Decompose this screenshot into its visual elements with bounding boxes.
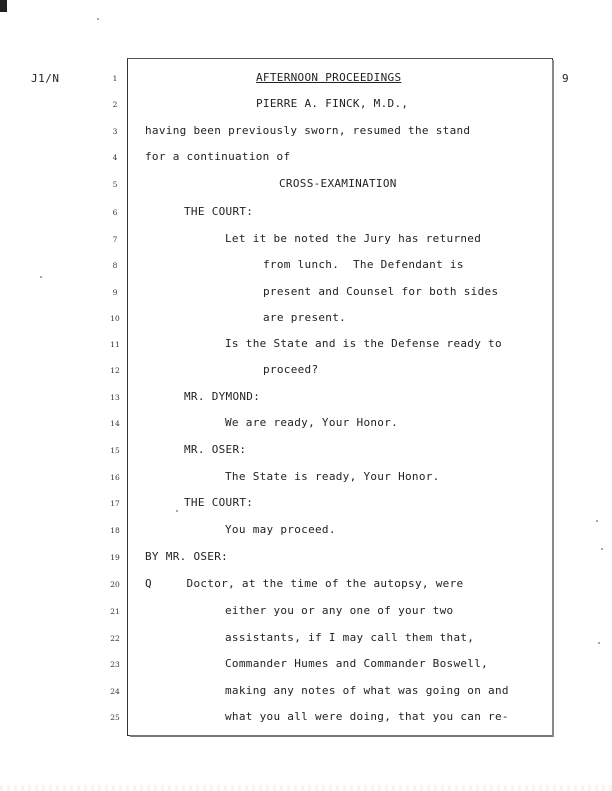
transcript-line bbox=[0, 337, 612, 353]
frame-shadow bbox=[130, 735, 553, 737]
scan-speck bbox=[176, 510, 178, 512]
line-text: Is the State and is the Defense ready to bbox=[225, 337, 502, 350]
line-number: 24 bbox=[110, 687, 120, 696]
line-text: are present. bbox=[263, 311, 347, 324]
transcript-line bbox=[0, 258, 612, 274]
line-number: 2 bbox=[112, 100, 118, 109]
page-id: J1/N bbox=[31, 72, 60, 85]
line-number: 1 bbox=[112, 74, 118, 83]
line-number: 13 bbox=[110, 393, 120, 402]
transcript-line bbox=[0, 97, 612, 113]
heading-cross-examination: CROSS-EXAMINATION bbox=[279, 177, 397, 190]
scan-speck bbox=[40, 276, 42, 278]
transcript-line bbox=[0, 177, 612, 193]
line-text: The State is ready, Your Honor. bbox=[225, 470, 440, 483]
line-number: 3 bbox=[112, 127, 118, 136]
line-number: 18 bbox=[110, 526, 120, 535]
speaker-label: THE COURT: bbox=[184, 496, 254, 509]
line-text: proceed? bbox=[263, 363, 319, 376]
line-number: 4 bbox=[112, 153, 118, 162]
scan-speck bbox=[97, 18, 99, 20]
line-text: making any notes of what was going on and bbox=[225, 684, 509, 697]
transcript-line bbox=[0, 470, 612, 486]
transcript-line bbox=[0, 577, 612, 593]
line-number: 6 bbox=[112, 208, 118, 217]
speaker-label: MR. OSER: bbox=[184, 443, 247, 456]
transcript-line bbox=[0, 311, 612, 327]
transcript-line bbox=[0, 232, 612, 248]
examiner-label: BY MR. OSER: bbox=[145, 550, 229, 563]
transcript-line bbox=[0, 684, 612, 700]
line-number: 19 bbox=[110, 553, 120, 562]
line-text: You may proceed. bbox=[225, 523, 336, 536]
transcript-line bbox=[0, 631, 612, 647]
transcript-line bbox=[0, 657, 612, 673]
line-number: 22 bbox=[110, 634, 120, 643]
transcript-line bbox=[0, 443, 612, 459]
line-number: 23 bbox=[110, 660, 120, 669]
scan-edge-noise bbox=[0, 785, 612, 791]
line-text: either you or any one of your two bbox=[225, 604, 454, 617]
transcript-line bbox=[0, 205, 612, 221]
transcript-line bbox=[0, 124, 612, 140]
line-number: 12 bbox=[110, 366, 120, 375]
line-number: 20 bbox=[110, 580, 120, 589]
line-text: assistants, if I may call them that, bbox=[225, 631, 475, 644]
line-text: for a continuation of bbox=[145, 150, 291, 163]
transcript-line bbox=[0, 496, 612, 512]
line-text: present and Counsel for both sides bbox=[263, 285, 499, 298]
transcript-line bbox=[0, 604, 612, 620]
line-number: 17 bbox=[110, 499, 120, 508]
scan-speck bbox=[596, 520, 598, 522]
line-number: 8 bbox=[112, 261, 118, 270]
line-text: We are ready, Your Honor. bbox=[225, 416, 399, 429]
line-number: 10 bbox=[110, 314, 120, 323]
line-text: having been previously sworn, resumed the stand bbox=[145, 124, 471, 137]
question-line: Q Doctor, at the time of the autopsy, were bbox=[145, 577, 464, 590]
line-text: what you all were doing, that you can re- bbox=[225, 710, 509, 723]
transcript-line bbox=[0, 150, 612, 166]
line-number: 9 bbox=[112, 288, 118, 297]
line-number: 7 bbox=[112, 235, 118, 244]
line-number: 5 bbox=[112, 180, 118, 189]
line-number: 21 bbox=[110, 607, 120, 616]
line-number: 14 bbox=[110, 419, 120, 428]
transcript-line bbox=[0, 390, 612, 406]
page-number: 9 bbox=[562, 72, 569, 85]
transcript-line bbox=[0, 363, 612, 379]
line-number: 11 bbox=[110, 340, 120, 349]
line-text: from lunch. The Defendant is bbox=[263, 258, 464, 271]
line-number: 16 bbox=[110, 473, 120, 482]
scan-speck bbox=[598, 642, 600, 644]
transcript-line bbox=[0, 523, 612, 539]
line-number: 15 bbox=[110, 446, 120, 455]
transcript-line bbox=[0, 710, 612, 726]
line-text: Let it be noted the Jury has returned bbox=[225, 232, 482, 245]
heading-afternoon-proceedings: AFTERNOON PROCEEDINGS bbox=[256, 71, 402, 84]
witness-name: PIERRE A. FINCK, M.D., bbox=[256, 97, 409, 110]
scan-speck bbox=[601, 548, 603, 550]
line-number: 25 bbox=[110, 713, 120, 722]
speaker-label: MR. DYMOND: bbox=[184, 390, 261, 403]
transcript-line bbox=[0, 550, 612, 566]
transcript-line bbox=[0, 71, 612, 87]
line-text: Commander Humes and Commander Boswell, bbox=[225, 657, 489, 670]
transcript-line bbox=[0, 416, 612, 432]
scan-corner-mark bbox=[0, 0, 7, 12]
transcript-line bbox=[0, 285, 612, 301]
speaker-label: THE COURT: bbox=[184, 205, 254, 218]
